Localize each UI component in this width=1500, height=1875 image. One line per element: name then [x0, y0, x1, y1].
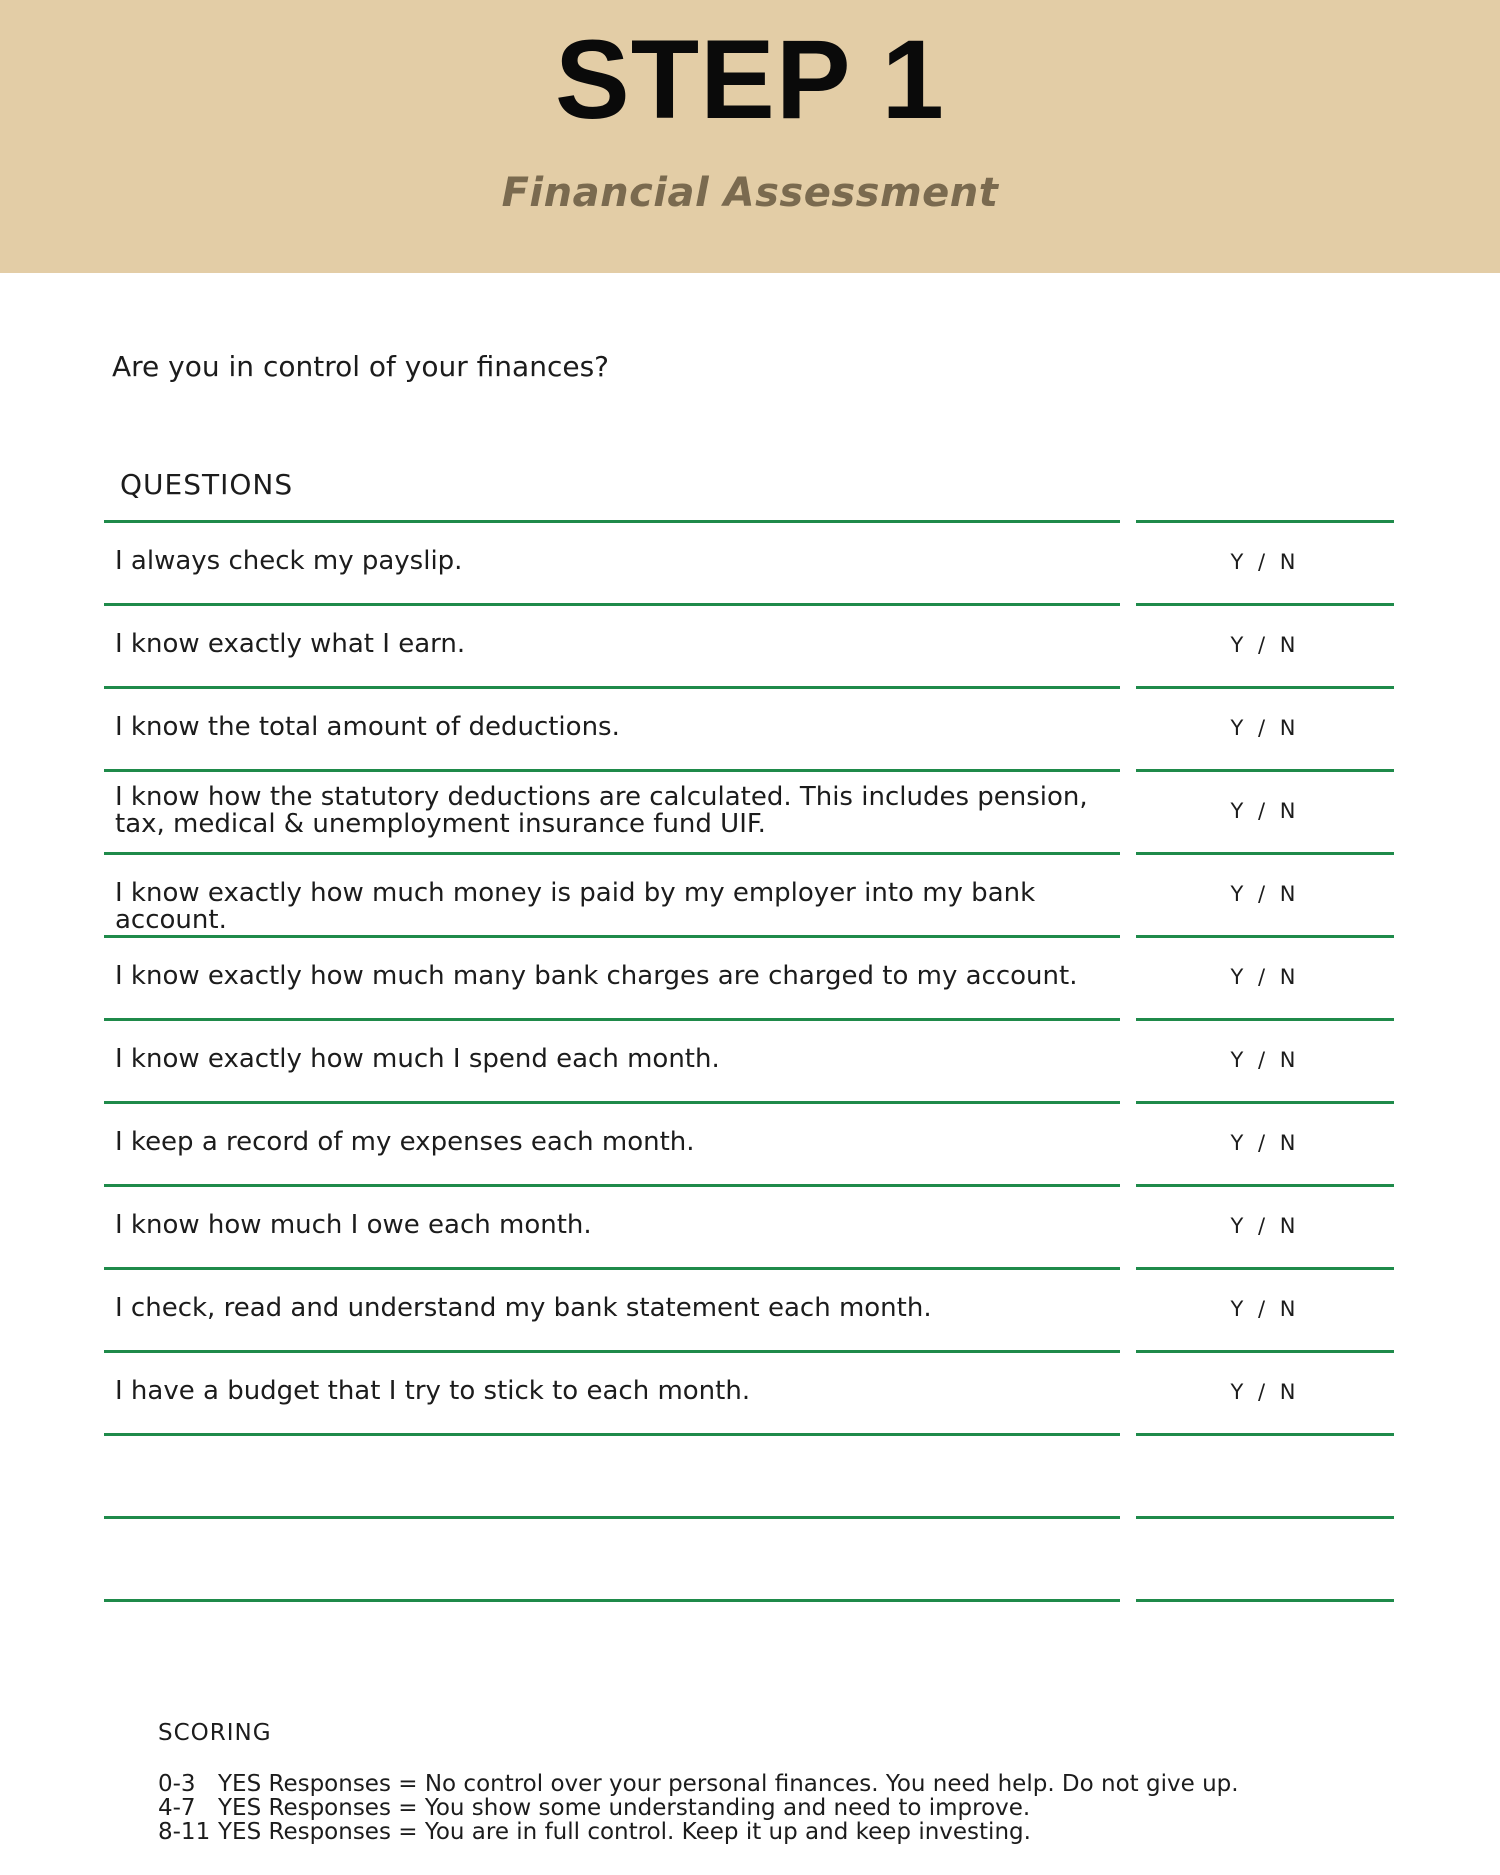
question-rule [104, 1184, 1120, 1187]
question-rule [104, 1267, 1120, 1270]
scoring-item [158, 1796, 1030, 1820]
scoring-text: YES Responses = You are in full control. Keep it up and keep investing. [218, 1819, 1031, 1845]
yes-no-answer[interactable]: Y / N [1230, 716, 1300, 740]
yes-no-answer[interactable]: Y / N [1230, 550, 1300, 574]
question-text: I have a budget that I try to stick to each month. [115, 1376, 751, 1406]
answer-rule [1136, 1184, 1394, 1187]
question-rule [104, 686, 1120, 689]
answer-rule [1136, 686, 1394, 689]
question-text: I know exactly what I earn. [115, 629, 466, 659]
question-rule [104, 935, 1120, 938]
question-rule [104, 1350, 1120, 1353]
yes-no-answer[interactable]: Y / N [1230, 633, 1300, 657]
yes-no-answer[interactable]: Y / N [1230, 799, 1300, 823]
answer-rule [1136, 769, 1394, 772]
question-text: I know how much I owe each month. [115, 1210, 592, 1240]
answer-rule [1136, 935, 1394, 938]
yes-no-answer[interactable]: Y / N [1230, 1048, 1300, 1072]
scoring-range: 4-7 [158, 1795, 196, 1821]
question-text: I know how the statutory deductions are calculated. This includes pension, tax, medical & unemployment insurance fund UIF. [115, 782, 1088, 839]
question-rule [104, 1101, 1120, 1104]
question-rule [104, 852, 1120, 855]
question-text: I know exactly how much money is paid by my employer into my bank account. [115, 878, 1036, 935]
answer-rule [1136, 520, 1394, 523]
answer-rule [1136, 1018, 1394, 1021]
questions-heading: QUESTIONS [120, 468, 294, 501]
yes-no-answer[interactable]: Y / N [1230, 1131, 1300, 1155]
question-text: I know the total amount of deductions. [115, 712, 620, 742]
yes-no-answer[interactable]: Y / N [1230, 882, 1300, 906]
scoring-item [158, 1772, 1239, 1796]
scoring-text: YES Responses = No control over your personal finances. You need help. Do not give up. [218, 1771, 1239, 1797]
scoring-range: 8-11 [158, 1819, 211, 1845]
question-text: I know exactly how much many bank charges are charged to my account. [115, 961, 1078, 991]
answer-rule [1136, 1101, 1394, 1104]
header-banner [0, 0, 1500, 273]
scoring-text: YES Responses = You show some understanding and need to improve. [218, 1795, 1031, 1821]
question-rule [104, 769, 1120, 772]
question-text: I always check my payslip. [115, 546, 463, 576]
answer-rule [1136, 1267, 1394, 1270]
yes-no-answer[interactable]: Y / N [1230, 965, 1300, 989]
question-text: I know exactly how much I spend each month. [115, 1044, 720, 1074]
yes-no-answer[interactable]: Y / N [1230, 1214, 1300, 1238]
answer-rule [1136, 603, 1394, 606]
question-text: I check, read and understand my bank statement each month. [115, 1293, 932, 1323]
intro-question: Are you in control of your finances? [112, 350, 610, 383]
question-rule [104, 1599, 1120, 1602]
question-rule [104, 1433, 1120, 1436]
answer-rule [1136, 1433, 1394, 1436]
question-rule [104, 520, 1120, 523]
yes-no-answer[interactable]: Y / N [1230, 1297, 1300, 1321]
scoring-heading: SCORING [158, 1720, 272, 1746]
answer-rule [1136, 1599, 1394, 1602]
question-rule [104, 1516, 1120, 1519]
answer-rule [1136, 1350, 1394, 1353]
answer-rule [1136, 1516, 1394, 1519]
page-subtitle: Financial Assessment [501, 170, 999, 216]
question-rule [104, 603, 1120, 606]
page-title: STEP 1 [555, 17, 945, 142]
question-rule [104, 1018, 1120, 1021]
scoring-item [158, 1820, 1031, 1844]
yes-no-answer[interactable]: Y / N [1230, 1380, 1300, 1404]
scoring-range: 0-3 [158, 1771, 196, 1797]
answer-rule [1136, 852, 1394, 855]
question-text: I keep a record of my expenses each month. [115, 1127, 695, 1157]
